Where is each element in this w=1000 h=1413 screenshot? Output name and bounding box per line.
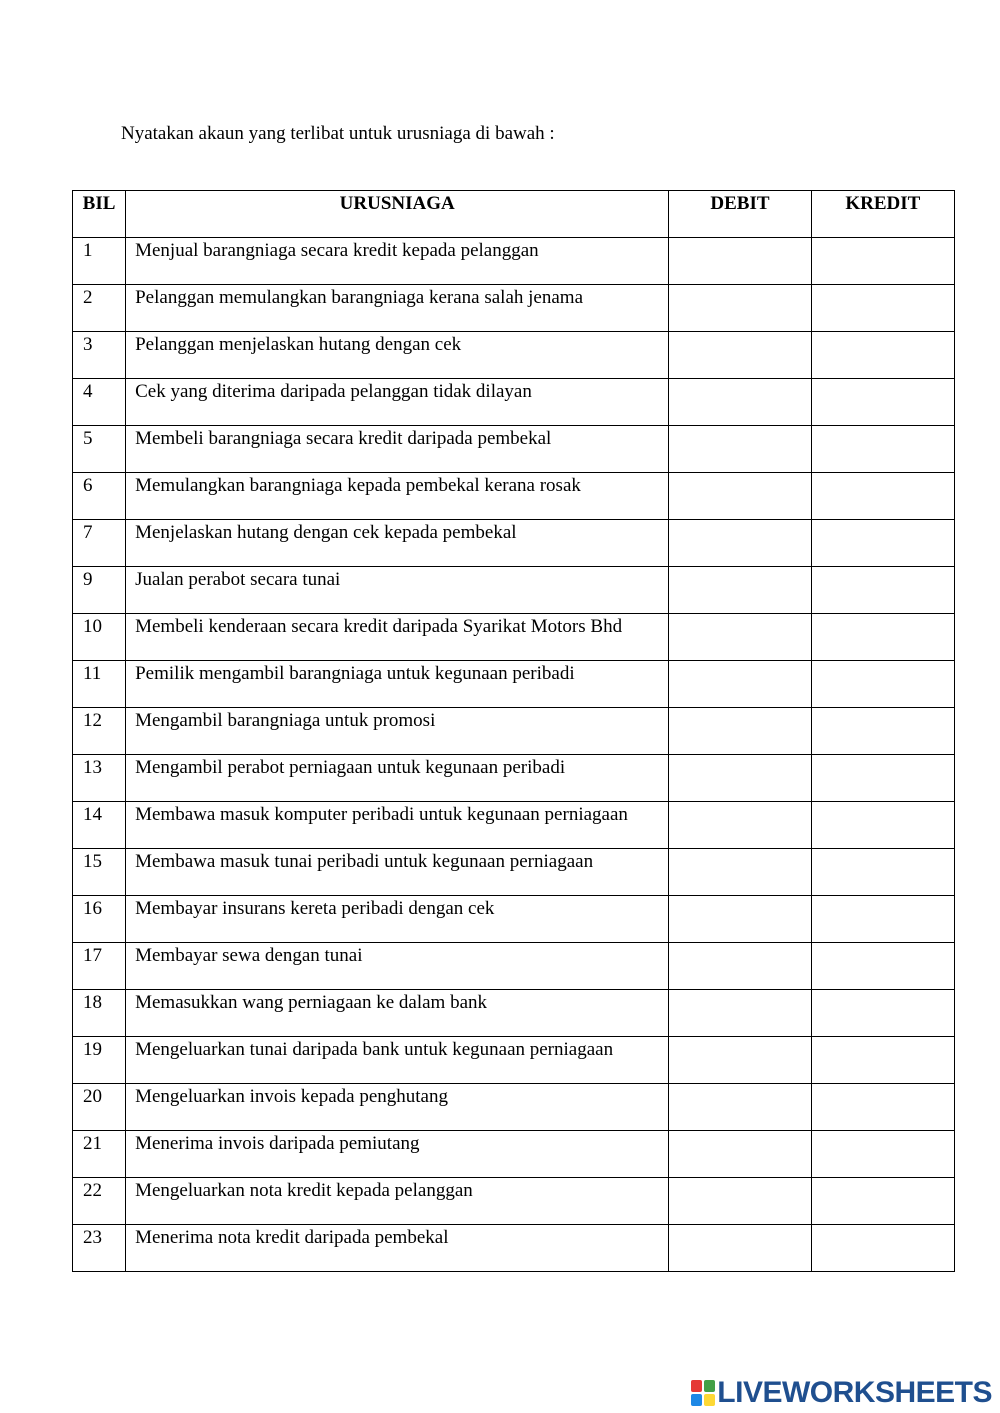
debit-answer-field[interactable] xyxy=(669,285,810,331)
row-number-cell xyxy=(73,708,126,755)
transaction-cell xyxy=(126,849,669,896)
debit-answer-field[interactable] xyxy=(669,1037,810,1083)
row-number-cell xyxy=(73,896,126,943)
row-number: 13 xyxy=(83,757,102,778)
transaction-text: Pemilik mengambil barangniaga untuk kegunaan peribadi xyxy=(135,663,575,684)
transaction-text: Membayar sewa dengan tunai xyxy=(135,945,363,966)
debit-answer-cell[interactable] xyxy=(669,567,811,614)
kredit-answer-field[interactable] xyxy=(812,708,954,754)
transaction-cell xyxy=(126,332,669,379)
table-row xyxy=(73,661,955,708)
header-kredit: KREDIT xyxy=(811,191,954,238)
debit-answer-field[interactable] xyxy=(669,1084,810,1130)
row-number-cell xyxy=(73,1037,126,1084)
row-number: 6 xyxy=(83,475,93,496)
debit-answer-cell[interactable] xyxy=(669,473,811,520)
row-number: 5 xyxy=(83,428,93,449)
table-row xyxy=(73,332,955,379)
kredit-answer-cell[interactable] xyxy=(811,238,954,285)
transaction-cell xyxy=(126,943,669,990)
transaction-cell xyxy=(126,661,669,708)
kredit-answer-cell[interactable] xyxy=(811,379,954,426)
transaction-text: Mengeluarkan tunai daripada bank untuk kegunaan perniagaan xyxy=(135,1039,614,1060)
row-number: 20 xyxy=(83,1086,102,1107)
kredit-answer-field[interactable] xyxy=(812,755,954,801)
debit-answer-cell[interactable] xyxy=(669,238,811,285)
row-number-cell xyxy=(73,755,126,802)
table-row xyxy=(73,614,955,661)
transaction-text: Cek yang diterima daripada pelanggan tidak dilayan xyxy=(135,381,532,402)
transaction-cell xyxy=(126,426,669,473)
debit-answer-field[interactable] xyxy=(669,943,810,989)
kredit-answer-field[interactable] xyxy=(812,426,954,472)
header-bil: BIL xyxy=(73,191,126,238)
row-number-cell xyxy=(73,426,126,473)
kredit-answer-field[interactable] xyxy=(812,1037,954,1083)
row-number: 11 xyxy=(83,663,102,684)
kredit-answer-field[interactable] xyxy=(812,661,954,707)
kredit-answer-field[interactable] xyxy=(812,285,954,331)
kredit-answer-field[interactable] xyxy=(812,896,954,942)
logo-square-red xyxy=(691,1380,702,1392)
transaction-cell xyxy=(126,1084,669,1131)
kredit-answer-cell[interactable] xyxy=(811,708,954,755)
transaction-text: Membawa masuk komputer peribadi untuk kegunaan perniagaan xyxy=(135,804,628,825)
row-number: 9 xyxy=(83,569,93,590)
debit-answer-field[interactable] xyxy=(669,238,810,284)
debit-answer-cell[interactable] xyxy=(669,426,811,473)
kredit-answer-cell[interactable] xyxy=(811,1131,954,1178)
debit-answer-cell[interactable] xyxy=(669,1225,811,1272)
table-row xyxy=(73,567,955,614)
table-row xyxy=(73,849,955,896)
logo-square-yellow xyxy=(704,1394,715,1406)
kredit-answer-field[interactable] xyxy=(812,1225,954,1271)
table-header-row xyxy=(73,191,955,238)
debit-answer-field[interactable] xyxy=(669,1225,810,1271)
kredit-answer-field[interactable] xyxy=(812,943,954,989)
kredit-answer-cell[interactable] xyxy=(811,990,954,1037)
debit-answer-cell[interactable] xyxy=(669,1037,811,1084)
logo-square-green xyxy=(704,1380,715,1392)
debit-answer-cell[interactable] xyxy=(669,332,811,379)
row-number-cell xyxy=(73,379,126,426)
debit-answer-cell[interactable] xyxy=(669,1178,811,1225)
row-number-cell xyxy=(73,285,126,332)
debit-answer-field[interactable] xyxy=(669,708,810,754)
debit-answer-field[interactable] xyxy=(669,1131,810,1177)
row-number-cell xyxy=(73,567,126,614)
transaction-cell xyxy=(126,1178,669,1225)
debit-answer-cell[interactable] xyxy=(669,943,811,990)
transaction-cell xyxy=(126,1225,669,1272)
transaction-text: Memasukkan wang perniagaan ke dalam bank xyxy=(135,992,488,1013)
transaction-cell xyxy=(126,567,669,614)
transaction-cell xyxy=(126,238,669,285)
transaction-text: Pelanggan menjelaskan hutang dengan cek xyxy=(135,334,462,355)
debit-answer-cell[interactable] xyxy=(669,896,811,943)
table-row xyxy=(73,426,955,473)
table-row xyxy=(73,755,955,802)
table-row xyxy=(73,473,955,520)
kredit-answer-cell[interactable] xyxy=(811,1037,954,1084)
kredit-answer-cell[interactable] xyxy=(811,755,954,802)
kredit-answer-field[interactable] xyxy=(812,802,954,848)
transaction-text: Membeli kenderaan secara kredit daripada Syarikat Motors Bhd xyxy=(135,616,623,637)
transaction-text: Menjual barangniaga secara kredit kepada pelanggan xyxy=(135,240,539,261)
row-number: 7 xyxy=(83,522,93,543)
kredit-answer-field[interactable] xyxy=(812,379,954,425)
row-number-cell xyxy=(73,802,126,849)
transaction-cell xyxy=(126,473,669,520)
table-row xyxy=(73,1178,955,1225)
row-number-cell xyxy=(73,849,126,896)
debit-answer-field[interactable] xyxy=(669,520,810,566)
table-row xyxy=(73,520,955,567)
row-number-cell xyxy=(73,1084,126,1131)
kredit-answer-cell[interactable] xyxy=(811,1084,954,1131)
debit-answer-cell[interactable] xyxy=(669,285,811,332)
kredit-answer-field[interactable] xyxy=(812,473,954,519)
transaction-text: Mengambil barangniaga untuk promosi xyxy=(135,710,436,731)
transaction-text: Mengeluarkan nota kredit kepada pelanggan xyxy=(135,1180,473,1201)
header-debit: DEBIT xyxy=(669,191,811,238)
debit-answer-field[interactable] xyxy=(669,755,810,801)
header-urusniaga: URUSNIAGA xyxy=(126,191,669,238)
kredit-answer-field[interactable] xyxy=(812,1178,954,1224)
debit-answer-field[interactable] xyxy=(669,849,810,895)
logo-square-blue xyxy=(691,1394,702,1406)
row-number: 21 xyxy=(83,1133,102,1154)
transaction-cell xyxy=(126,520,669,567)
row-number: 18 xyxy=(83,992,102,1013)
debit-answer-field[interactable] xyxy=(669,567,810,613)
kredit-answer-field[interactable] xyxy=(812,849,954,895)
kredit-answer-cell[interactable] xyxy=(811,1178,954,1225)
transaction-text: Menerima nota kredit daripada pembekal xyxy=(135,1227,449,1248)
kredit-answer-field[interactable] xyxy=(812,238,954,284)
transaction-text: Menerima invois daripada pemiutang xyxy=(135,1133,420,1154)
row-number-cell xyxy=(73,332,126,379)
row-number: 16 xyxy=(83,898,102,919)
row-number-cell xyxy=(73,473,126,520)
table-row xyxy=(73,238,955,285)
kredit-answer-field[interactable] xyxy=(812,1084,954,1130)
kredit-answer-field[interactable] xyxy=(812,614,954,660)
row-number: 10 xyxy=(83,616,102,637)
debit-answer-cell[interactable] xyxy=(669,379,811,426)
debit-answer-field[interactable] xyxy=(669,802,810,848)
debit-answer-field[interactable] xyxy=(669,661,810,707)
row-number-cell xyxy=(73,614,126,661)
debit-answer-cell[interactable] xyxy=(669,1084,811,1131)
transaction-text: Pelanggan memulangkan barangniaga kerana salah jenama xyxy=(135,287,584,308)
table-row xyxy=(73,379,955,426)
kredit-answer-cell[interactable] xyxy=(811,802,954,849)
kredit-answer-cell[interactable] xyxy=(811,1225,954,1272)
row-number-cell xyxy=(73,1178,126,1225)
debit-answer-cell[interactable] xyxy=(669,849,811,896)
debit-answer-cell[interactable] xyxy=(669,990,811,1037)
transaction-text: Memulangkan barangniaga kepada pembekal kerana rosak xyxy=(135,475,581,496)
kredit-answer-cell[interactable] xyxy=(811,614,954,661)
transaction-cell xyxy=(126,755,669,802)
row-number: 4 xyxy=(83,381,93,402)
transaction-text: Membayar insurans kereta peribadi dengan cek xyxy=(135,898,495,919)
table-row xyxy=(73,990,955,1037)
table-row xyxy=(73,1131,955,1178)
debit-answer-field[interactable] xyxy=(669,379,810,425)
liveworksheets-logo-icon xyxy=(691,1380,715,1406)
row-number-cell xyxy=(73,661,126,708)
transaction-text: Membeli barangniaga secara kredit daripada pembekal xyxy=(135,428,552,449)
liveworksheets-wordmark: LIVEWORKSHEETS xyxy=(717,1376,992,1409)
kredit-answer-field[interactable] xyxy=(812,332,954,378)
row-number: 15 xyxy=(83,851,102,872)
debit-answer-cell[interactable] xyxy=(669,661,811,708)
row-number: 14 xyxy=(83,804,102,825)
kredit-answer-cell[interactable] xyxy=(811,896,954,943)
row-number: 22 xyxy=(83,1180,102,1201)
kredit-answer-field[interactable] xyxy=(812,990,954,1036)
transaction-cell xyxy=(126,990,669,1037)
debit-answer-field[interactable] xyxy=(669,1178,810,1224)
row-number-cell xyxy=(73,943,126,990)
transaction-cell xyxy=(126,896,669,943)
transaction-cell xyxy=(126,1037,669,1084)
debit-answer-cell[interactable] xyxy=(669,1131,811,1178)
kredit-answer-cell[interactable] xyxy=(811,943,954,990)
debit-answer-cell[interactable] xyxy=(669,614,811,661)
table-row xyxy=(73,896,955,943)
row-number: 1 xyxy=(83,240,93,261)
kredit-answer-cell[interactable] xyxy=(811,285,954,332)
transaction-text: Mengeluarkan invois kepada penghutang xyxy=(135,1086,448,1107)
transaction-text: Menjelaskan hutang dengan cek kepada pembekal xyxy=(135,522,517,543)
table-row xyxy=(73,1037,955,1084)
row-number: 12 xyxy=(83,710,102,731)
debit-answer-field[interactable] xyxy=(669,426,810,472)
debit-answer-field[interactable] xyxy=(669,896,810,942)
kredit-answer-cell[interactable] xyxy=(811,520,954,567)
transaction-cell xyxy=(126,285,669,332)
table-row xyxy=(73,285,955,332)
kredit-answer-cell[interactable] xyxy=(811,849,954,896)
transaction-cell xyxy=(126,708,669,755)
kredit-answer-field[interactable] xyxy=(812,1131,954,1177)
debit-answer-cell[interactable] xyxy=(669,708,811,755)
transactions-table xyxy=(72,190,955,1272)
kredit-answer-cell[interactable] xyxy=(811,332,954,379)
debit-answer-field[interactable] xyxy=(669,990,810,1036)
table-row xyxy=(73,802,955,849)
row-number: 2 xyxy=(83,287,93,308)
debit-answer-cell[interactable] xyxy=(669,755,811,802)
kredit-answer-field[interactable] xyxy=(812,567,954,613)
transaction-text: Mengambil perabot perniagaan untuk kegunaan peribadi xyxy=(135,757,566,778)
debit-answer-cell[interactable] xyxy=(669,520,811,567)
row-number-cell xyxy=(73,990,126,1037)
transaction-text: Membawa masuk tunai peribadi untuk kegunaan perniagaan xyxy=(135,851,594,872)
row-number: 3 xyxy=(83,334,93,355)
instruction-text: Nyatakan akaun yang terlibat untuk urusniaga di bawah : xyxy=(121,123,555,144)
kredit-answer-cell[interactable] xyxy=(811,567,954,614)
table-row xyxy=(73,708,955,755)
transaction-cell xyxy=(126,614,669,661)
row-number: 17 xyxy=(83,945,102,966)
kredit-answer-cell[interactable] xyxy=(811,473,954,520)
debit-answer-field[interactable] xyxy=(669,614,810,660)
table-row xyxy=(73,943,955,990)
transaction-cell xyxy=(126,802,669,849)
table-row xyxy=(73,1225,955,1272)
row-number-cell xyxy=(73,520,126,567)
transaction-text: Jualan perabot secara tunai xyxy=(135,569,341,590)
row-number-cell xyxy=(73,1225,126,1272)
kredit-answer-cell[interactable] xyxy=(811,426,954,473)
row-number-cell xyxy=(73,1131,126,1178)
table-row xyxy=(73,1084,955,1131)
debit-answer-field[interactable] xyxy=(669,332,810,378)
debit-answer-field[interactable] xyxy=(669,473,810,519)
row-number: 19 xyxy=(83,1039,102,1060)
transaction-cell xyxy=(126,1131,669,1178)
kredit-answer-field[interactable] xyxy=(812,520,954,566)
transaction-cell xyxy=(126,379,669,426)
debit-answer-cell[interactable] xyxy=(669,802,811,849)
row-number-cell xyxy=(73,238,126,285)
kredit-answer-cell[interactable] xyxy=(811,661,954,708)
liveworksheets-brand[interactable] xyxy=(691,1377,992,1409)
row-number: 23 xyxy=(83,1227,102,1248)
